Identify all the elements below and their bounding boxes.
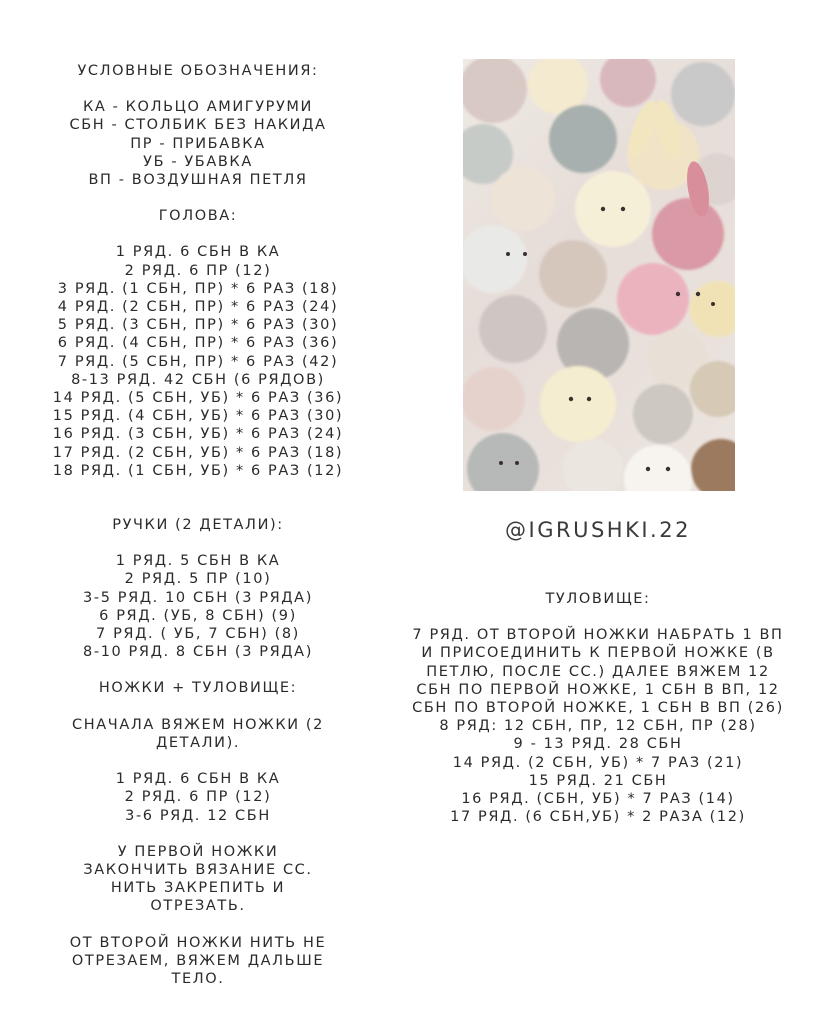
text-line: 2 РЯД. 6 ПР (12)	[124, 262, 272, 279]
text-line: УБ - УБАВКА	[143, 153, 253, 170]
legs-title: НОЖКИ + ТУЛОВИЩЕ:	[98, 680, 298, 697]
text-line: 8-10 РЯД. 8 СБН (3 РЯДА)	[83, 644, 313, 661]
knitted-toys-image	[463, 59, 735, 491]
text-line: 4 РЯД. (2 СБН, ПР) * 6 РАЗ (24)	[57, 299, 339, 316]
text-line: У ПЕРВОЙ НОЖКИ	[117, 843, 279, 860]
text-line: 6 РЯД. (УБ, 8 СБН) (9)	[99, 607, 297, 624]
right-column	[388, 590, 808, 826]
text-line: СНАЧАЛА ВЯЖЕМ НОЖКИ (2	[72, 716, 324, 733]
legs-rows	[18, 770, 378, 825]
text-line: 2 РЯД. 5 ПР (10)	[124, 571, 272, 588]
body-rows	[388, 626, 808, 826]
text-line: ОТ ВТОРОЙ НОЖКИ НИТЬ НЕ	[69, 934, 327, 951]
text-line: ОТРЕЗАЕМ, ВЯЖЕМ ДАЛЬШЕ	[71, 952, 325, 969]
text-line: 16 РЯД. (3 СБН, УБ) * 6 РАЗ (24)	[52, 426, 344, 443]
text-line: 5 РЯД. (3 СБН, ПР) * 6 РАЗ (30)	[57, 317, 339, 334]
text-line: 14 РЯД. (2 СБН, УБ) * 7 РАЗ (21)	[452, 754, 744, 771]
text-line: 3 РЯД. (1 СБН, ПР) * 6 РАЗ (18)	[57, 280, 339, 297]
arms-rows	[18, 552, 378, 661]
text-line: 16 РЯД. (СБН, УБ) * 7 РАЗ (14)	[461, 791, 735, 808]
text-line: 17 РЯД. (2 СБН, УБ) * 6 РАЗ (18)	[52, 444, 344, 461]
text-line: 1 РЯД. 6 СБН В КА	[115, 244, 281, 261]
legend-list	[18, 98, 378, 189]
text-line: СБН - СТОЛБИК БЕЗ НАКИДА	[69, 117, 327, 134]
legs-note-first	[18, 843, 378, 916]
head-rows	[18, 243, 378, 480]
text-line: КА - КОЛЬЦО АМИГУРУМИ	[83, 99, 313, 116]
text-line: ПР - ПРИБАВКА	[130, 135, 266, 152]
text-line: 8 РЯД: 12 СБН, ПР, 12 СБН, ПР (28)	[439, 718, 757, 735]
text-line: 6 РЯД. (4 СБН, ПР) * 6 РАЗ (36)	[57, 335, 339, 352]
text-line: 8-13 РЯД. 42 СБН (6 РЯДОВ)	[71, 371, 325, 388]
text-line: ЗАКОНЧИТЬ ВЯЗАНИЕ СС.	[83, 861, 313, 878]
text-line: СБН ПО ПЕРВОЙ НОЖКЕ, 1 СБН В ВП, 12	[416, 681, 780, 698]
text-line: 17 РЯД. (6 СБН,УБ) * 2 РАЗА (12)	[450, 809, 746, 826]
text-line: 7 РЯД. (5 СБН, ПР) * 6 РАЗ (42)	[57, 353, 339, 370]
body-title: ТУЛОВИЩЕ:	[545, 591, 651, 607]
text-line: 15 РЯД. (4 СБН, УБ) * 6 РАЗ (30)	[52, 408, 344, 425]
arms-title: РУЧКИ (2 ДЕТАЛИ):	[112, 517, 284, 534]
text-line: СБН ПО ВТОРОЙ НОЖКЕ, 1 СБН В ВП (26)	[412, 700, 784, 717]
text-line: 18 РЯД. (1 СБН, УБ) * 6 РАЗ (12)	[52, 462, 344, 479]
text-line: 2 РЯД. 6 ПР (12)	[124, 789, 272, 806]
text-line: 7 РЯД. ( УБ, 7 СБН) (8)	[96, 626, 300, 643]
left-column	[18, 62, 378, 988]
text-line: ПЕТЛЮ, ПОСЛЕ СС.) ДАЛЕЕ ВЯЖЕМ 12	[426, 663, 770, 680]
text-line: 1 РЯД. 5 СБН В КА	[115, 553, 281, 570]
text-line: НИТЬ ЗАКРЕПИТЬ И	[110, 880, 286, 897]
legs-intro	[18, 716, 378, 752]
text-line: 3-6 РЯД. 12 СБН	[125, 807, 271, 824]
text-line: 9 - 13 РЯД. 28 СБН	[513, 736, 683, 753]
text-line: 15 РЯД. 21 СБН	[528, 772, 668, 789]
toys-photo	[463, 59, 735, 491]
legs-note-second	[18, 934, 378, 989]
text-line: И ПРИСОЕДИНИТЬ К ПЕРВОЙ НОЖКЕ (В	[421, 645, 775, 662]
text-line: 7 РЯД. ОТ ВТОРОЙ НОЖКИ НАБРАТЬ 1 ВП	[412, 627, 784, 644]
text-line: ДЕТАЛИ).	[155, 734, 241, 751]
text-line: ОТРЕЗАТЬ.	[150, 898, 246, 915]
legend-title: УСЛОВНЫЕ ОБОЗНАЧЕНИЯ:	[77, 63, 319, 79]
text-line: ТЕЛО.	[171, 970, 225, 987]
text-line: ВП - ВОЗДУШНАЯ ПЕТЛЯ	[88, 172, 308, 189]
text-line: 3-5 РЯД. 10 СБН (3 РЯДА)	[83, 589, 313, 606]
instagram-handle: @IGRUSHKI.22	[505, 518, 691, 542]
text-line: 1 РЯД. 6 СБН В КА	[115, 771, 281, 788]
head-title: ГОЛОВА:	[158, 208, 238, 225]
text-line: 14 РЯД. (5 СБН, УБ) * 6 РАЗ (36)	[52, 390, 344, 407]
